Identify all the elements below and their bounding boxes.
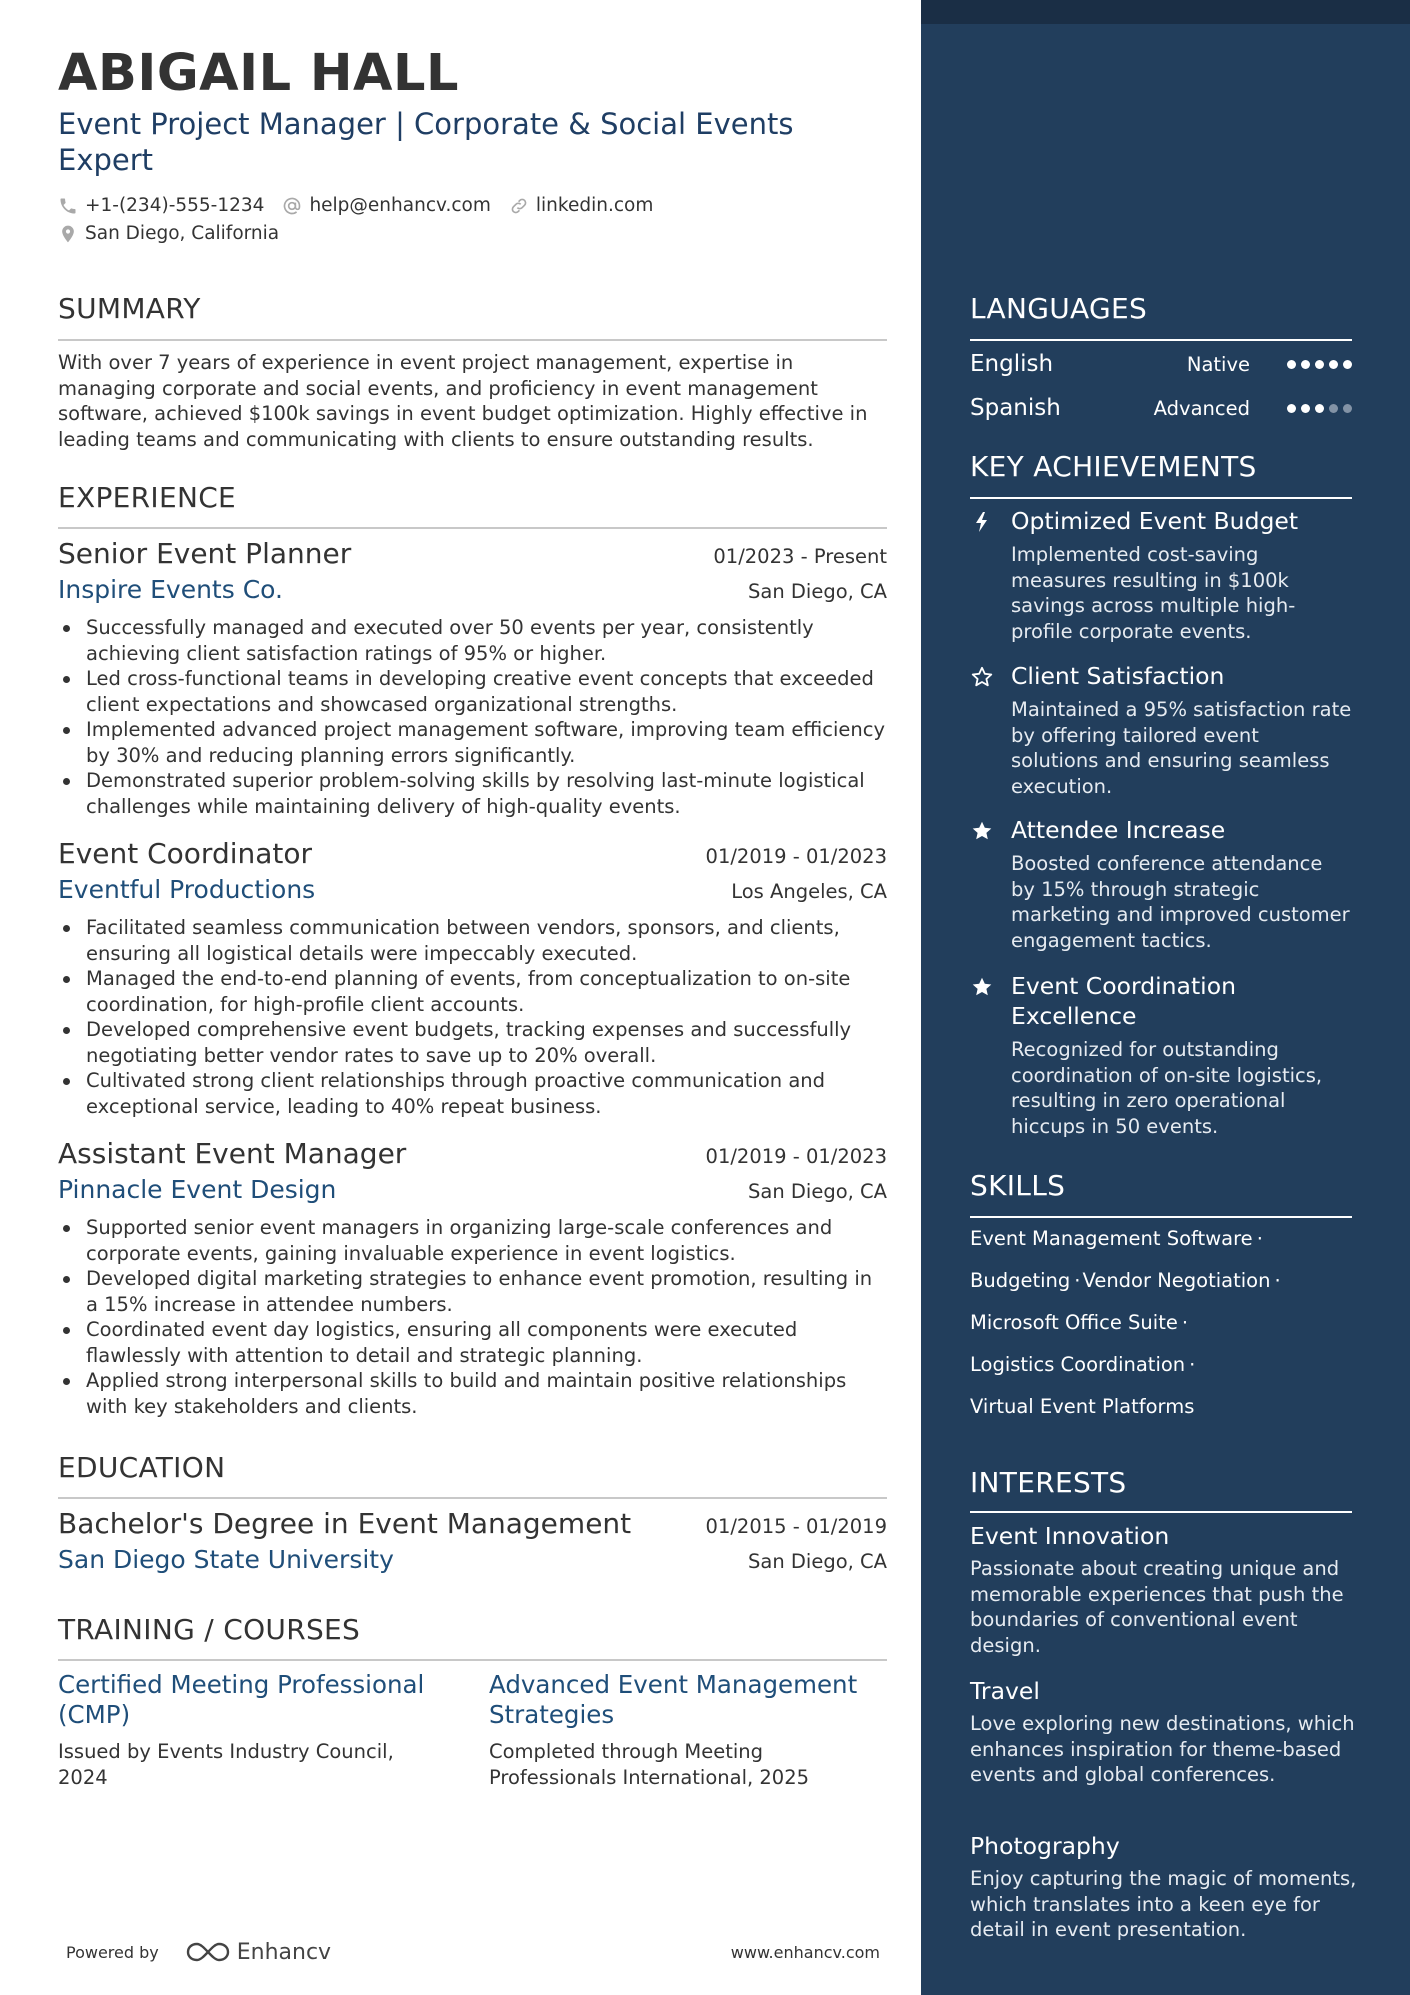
summary-text: With over 7 years of experience in event project management, expertise in managing corporate and social events, and proficiency in event management software, achieved $100k savings in event budget optimization. Highly effective in leading teams and communicating with clients to ensure outstanding results. bbox=[58, 351, 868, 451]
languages-heading: LANGUAGES bbox=[970, 292, 1148, 325]
degree-title: Bachelor's Degree in Event Management bbox=[58, 1507, 632, 1540]
course-title: Advanced Event Management Strategies bbox=[489, 1670, 858, 1729]
education-entry bbox=[58, 1507, 887, 1585]
job-company: Pinnacle Event Design bbox=[58, 1175, 337, 1204]
job-bullet: Developed comprehensive event budgets, tracking expenses and successfully negotiating better vendor rates to save up to 20% overall. bbox=[58, 1017, 887, 1068]
job-bullet: Facilitated seamless communication between vendors, sponsors, and clients, ensuring all logistical details were impeccably executed. bbox=[58, 915, 887, 966]
achievement-item bbox=[970, 815, 1352, 953]
language-rating bbox=[1282, 360, 1352, 369]
interest-description: Love exploring new destinations, which enhances inspiration for theme-based events and global conferences. bbox=[970, 1712, 1355, 1786]
job-dates: 01/2019 - 01/2023 bbox=[705, 1145, 887, 1168]
job-bullet: Demonstrated superior problem-solving skills by resolving last-minute logistical challenges while maintaining delivery of high-quality events. bbox=[58, 768, 887, 819]
rating-dot-filled bbox=[1301, 360, 1310, 369]
contact-location bbox=[58, 220, 279, 248]
language-rating bbox=[1282, 404, 1352, 413]
job-entry bbox=[58, 1137, 887, 1419]
email-text: help@enhancv.com bbox=[309, 195, 491, 216]
rating-dot-empty bbox=[1343, 404, 1352, 413]
language-name: English bbox=[970, 351, 1054, 377]
interest-title: Event Innovation bbox=[970, 1522, 1170, 1550]
achievement-item bbox=[970, 506, 1352, 644]
rating-dot-filled bbox=[1329, 360, 1338, 369]
website-link[interactable]: www.enhancv.com bbox=[730, 1942, 880, 1962]
skill-tag: Budgeting · Vendor Negotiation · bbox=[970, 1269, 1281, 1292]
job-entry bbox=[58, 537, 887, 819]
achievement-description: Implemented cost-saving measures resulting in $100k savings across multiple high-profile corporate events. bbox=[1011, 543, 1296, 643]
footer bbox=[58, 1932, 888, 1972]
job-bullets bbox=[58, 1215, 887, 1419]
education-divider bbox=[58, 1497, 887, 1499]
brand-name: Enhancv bbox=[236, 1939, 332, 1965]
skill-tag: Logistics Coordination · bbox=[970, 1353, 1196, 1376]
achievement-item bbox=[970, 661, 1352, 799]
sidebar bbox=[921, 0, 1410, 1995]
job-title: Senior Event Planner bbox=[58, 537, 352, 570]
interest-title: Photography bbox=[970, 1832, 1120, 1860]
achievement-title: Optimized Event Budget bbox=[1011, 507, 1299, 535]
interest-description: Enjoy capturing the magic of moments, which translates into a keen eye for detail in event presentation. bbox=[970, 1867, 1357, 1941]
interest-item bbox=[970, 1831, 1360, 1943]
achievements-heading: KEY ACHIEVEMENTS bbox=[970, 450, 1257, 483]
star-icon bbox=[970, 975, 994, 999]
powered-by bbox=[58, 1940, 331, 1965]
job-dates: 01/2019 - 01/2023 bbox=[705, 845, 887, 868]
rating-dot-filled bbox=[1343, 360, 1352, 369]
contact-linkedin[interactable] bbox=[509, 192, 653, 220]
job-bullets bbox=[58, 615, 887, 819]
achievements-divider bbox=[970, 497, 1352, 499]
summary-divider bbox=[58, 339, 887, 341]
lightning-icon bbox=[970, 510, 994, 534]
interest-item bbox=[970, 1676, 1360, 1788]
rating-dot-filled bbox=[1315, 360, 1324, 369]
achievement-item bbox=[970, 971, 1352, 1139]
interest-item bbox=[970, 1521, 1360, 1658]
skill-tag bbox=[970, 1394, 1194, 1420]
job-bullet: Led cross-functional teams in developing creative event concepts that exceeded client expectations and showcased organizational strengths. bbox=[58, 666, 887, 717]
achievement-description: Maintained a 95% satisfaction rate by offering tailored event solutions and ensuring seamless execution. bbox=[1011, 698, 1352, 798]
course-title: Certified Meeting Professional (CMP) bbox=[58, 1670, 425, 1729]
training-divider bbox=[58, 1659, 887, 1661]
star-icon bbox=[970, 819, 994, 843]
language-name: Spanish bbox=[970, 395, 1061, 421]
achievement-description: Boosted conference attendance by 15% through strategic marketing and improved customer engagement tactics. bbox=[1011, 852, 1350, 952]
contact-phone[interactable] bbox=[58, 192, 264, 220]
sidebar-top-bar bbox=[921, 0, 1410, 24]
skill-label: Event Management Software bbox=[970, 1227, 1253, 1250]
skill-label: Budgeting bbox=[970, 1269, 1071, 1292]
skills-divider bbox=[970, 1216, 1352, 1218]
interest-title: Travel bbox=[970, 1677, 1040, 1705]
language-item bbox=[970, 347, 1352, 381]
location-text: San Diego, California bbox=[85, 223, 280, 244]
powered-by-label: Powered by bbox=[66, 1942, 159, 1962]
job-bullet: Successfully managed and executed over 50 events per year, consistently achieving client satisfaction ratings of 95% or higher. bbox=[58, 615, 887, 666]
job-dates: 01/2023 - Present bbox=[713, 545, 887, 568]
education-heading: EDUCATION bbox=[58, 1451, 226, 1484]
phone-icon bbox=[58, 196, 78, 216]
location-pin-icon bbox=[58, 224, 78, 244]
school-name: San Diego State University bbox=[58, 1545, 394, 1574]
brand-logo[interactable] bbox=[185, 1940, 331, 1965]
rating-dot-filled bbox=[1301, 404, 1310, 413]
linkedin-text: linkedin.com bbox=[535, 195, 654, 216]
interests-divider bbox=[970, 1511, 1352, 1513]
job-company: Inspire Events Co. bbox=[58, 575, 283, 604]
experience-heading: EXPERIENCE bbox=[58, 481, 237, 514]
rating-dot-empty bbox=[1329, 404, 1338, 413]
language-level: Native bbox=[1186, 352, 1250, 376]
candidate-headline: Event Project Manager | Corporate & Social Events Expert bbox=[58, 107, 794, 177]
education-dates: 01/2015 - 01/2019 bbox=[705, 1515, 887, 1538]
contact-email[interactable] bbox=[282, 192, 490, 220]
job-location: San Diego, CA bbox=[748, 1180, 887, 1203]
phone-text: +1-(234)-555-1234 bbox=[85, 195, 265, 216]
language-level: Advanced bbox=[1153, 396, 1250, 420]
job-bullet: Applied strong interpersonal skills to build and maintain positive relationships with key stakeholders and clients. bbox=[58, 1368, 887, 1419]
star-outline-icon bbox=[970, 665, 994, 689]
rating-dot-filled bbox=[1287, 404, 1296, 413]
skill-tag: Microsoft Office Suite · bbox=[970, 1311, 1189, 1334]
skill-label: Microsoft Office Suite bbox=[970, 1311, 1178, 1334]
achievement-title: Event Coordination Excellence bbox=[1011, 972, 1236, 1030]
languages-divider bbox=[970, 339, 1352, 341]
rating-dot-filled bbox=[1315, 404, 1324, 413]
course-item bbox=[58, 1670, 428, 1790]
achievement-description: Recognized for outstanding coordination of on-site logistics, resulting in zero operational hiccups in 50 events. bbox=[1011, 1038, 1323, 1138]
job-bullet: Developed digital marketing strategies to enhance event promotion, resulting in a 15% increase in attendee numbers. bbox=[58, 1266, 887, 1317]
achievement-title: Client Satisfaction bbox=[1011, 662, 1225, 690]
job-bullet: Coordinated event day logistics, ensuring all components were executed flawlessly with attention to detail and strategic planning. bbox=[58, 1317, 887, 1368]
job-entry bbox=[58, 837, 887, 1119]
course-description: Completed through Meeting Professionals International, 2025 bbox=[489, 1740, 810, 1789]
skill-label: Logistics Coordination bbox=[970, 1353, 1186, 1376]
summary-heading: SUMMARY bbox=[58, 292, 201, 325]
interests-heading: INTERESTS bbox=[970, 1466, 1127, 1499]
course-item bbox=[489, 1670, 859, 1790]
candidate-name: ABIGAIL HALL bbox=[58, 44, 460, 103]
language-item bbox=[970, 391, 1352, 425]
achievement-title: Attendee Increase bbox=[1011, 816, 1226, 844]
training-heading: TRAINING / COURSES bbox=[58, 1613, 361, 1646]
job-bullet: Managed the end-to-end planning of events, from conceptualization to on-site coordination, for high-profile client accounts. bbox=[58, 966, 887, 1017]
skill-label: Vendor Negotiation bbox=[1082, 1269, 1271, 1292]
course-description: Issued by Events Industry Council, 2024 bbox=[58, 1740, 394, 1789]
at-icon bbox=[282, 196, 302, 216]
skills-heading: SKILLS bbox=[970, 1169, 1066, 1202]
job-location: Los Angeles, CA bbox=[731, 880, 887, 903]
interest-description: Passionate about creating unique and memorable experiences that push the boundaries of conventional event design. bbox=[970, 1557, 1344, 1657]
job-bullet: Cultivated strong client relationships through proactive communication and exceptional service, leading to 40% repeat business. bbox=[58, 1068, 887, 1119]
job-bullet: Implemented advanced project management software, improving team efficiency by 30% and reducing planning errors significantly. bbox=[58, 717, 887, 768]
link-icon bbox=[509, 196, 529, 216]
job-company: Eventful Productions bbox=[58, 875, 316, 904]
job-bullets bbox=[58, 915, 887, 1119]
job-bullet: Supported senior event managers in organizing large-scale conferences and corporate events, gaining invaluable experience in event logistics. bbox=[58, 1215, 887, 1266]
job-title: Assistant Event Manager bbox=[58, 1137, 407, 1170]
skill-label: Virtual Event Platforms bbox=[970, 1395, 1195, 1418]
experience-divider bbox=[58, 527, 887, 529]
job-location: San Diego, CA bbox=[748, 580, 887, 603]
school-location: San Diego, CA bbox=[748, 1550, 887, 1573]
contact-info bbox=[58, 192, 878, 248]
enhancv-logo-icon bbox=[185, 1940, 231, 1964]
rating-dot-filled bbox=[1287, 360, 1296, 369]
skill-tag: Event Management Software · bbox=[970, 1227, 1263, 1250]
job-title: Event Coordinator bbox=[58, 837, 313, 870]
